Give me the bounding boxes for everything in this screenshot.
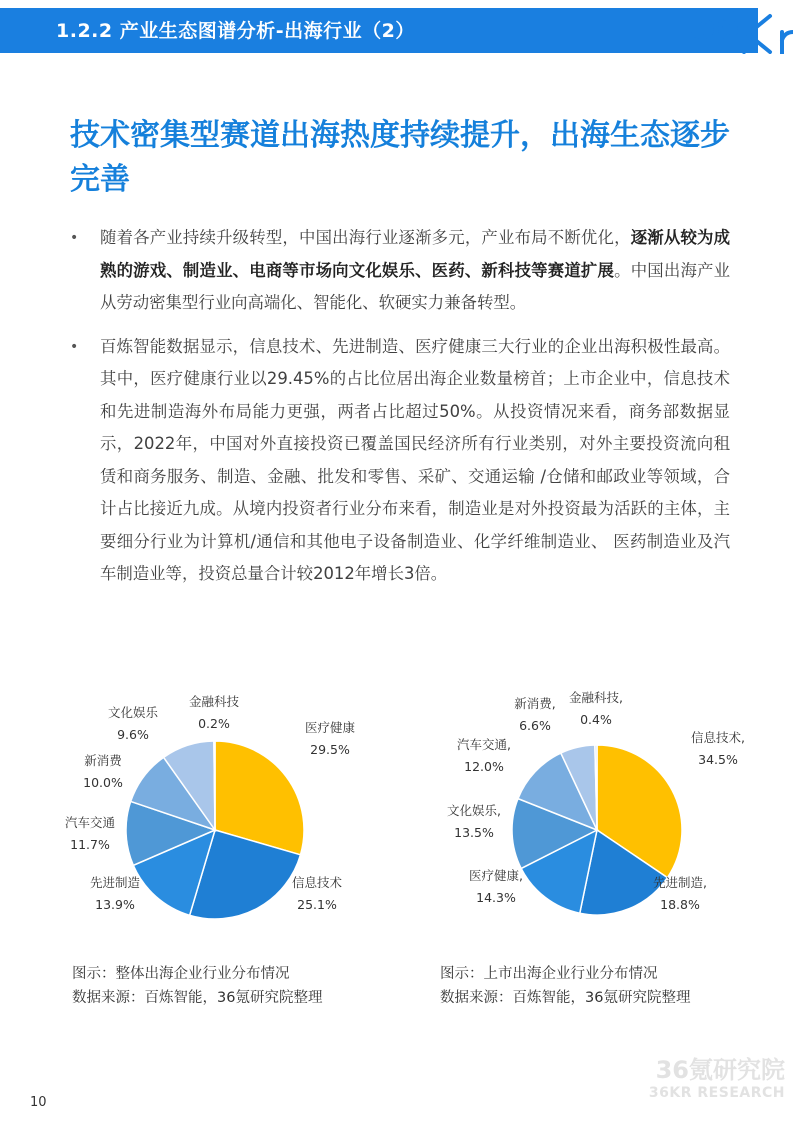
slice-value-label: 18.8%: [660, 897, 700, 912]
slice-value-label: 9.6%: [117, 727, 149, 742]
figure-caption: 图示：上市出海企业行业分布情况: [440, 966, 658, 982]
headline: 技术密集型赛道出海热度持续提升，出海生态逐步完善: [70, 118, 730, 197]
bullet-text: 。中国出海产业从劳动密集型行业向高端化、智能化、软硬实力兼备转型。: [100, 260, 731, 312]
slice-name-label: 新消费: [84, 753, 122, 768]
bullet-dot-icon: •: [70, 230, 79, 246]
page-number: 10: [30, 1095, 47, 1110]
slice-value-label: 10.0%: [83, 775, 123, 790]
bullet-text: 百炼智能数据显示，信息技术、先进制造、医疗健康三大行业的企业出海积极性最高。其中，医疗健康行业以29.45%的占比位居出海企业数量榜首；上市企业中，信息技术和先进制造海外布局能力更强，两者占比超过50%。从投资情况来看，商务部数据显示，2022年，中国对外直接投资已覆盖国民经济所有行业类别，对外主要投资流向租赁和商务服务、制造、金融、批发和零售、采矿、交通运输 /仓储和邮政业等领域，合计占比接近九成。从境内投资者行业分布来看，制造业是对外投资最为活跃的主体，主要细分行业为计算机/通信和其他电子设备制造业、化学纤维制造业、 医药制造业及汽车制造业等，投资总量合计较2012年增长3倍。: [100, 336, 730, 583]
slice-value-label: 14.3%: [476, 890, 516, 905]
slice-value-label: 34.5%: [698, 752, 738, 767]
slice-name-label: 金融科技,: [569, 690, 623, 705]
caption-listed: [440, 962, 690, 1010]
pie-chart-svg: [30, 680, 410, 950]
slice-value-label: 25.1%: [297, 897, 337, 912]
slice-value-label: 12.0%: [464, 759, 504, 774]
slice-value-label: 0.4%: [580, 712, 612, 727]
slice-name-label: 医疗健康: [304, 720, 356, 735]
slice-name-label: 新消费,: [514, 696, 556, 711]
slice-name-label: 信息技术: [291, 875, 343, 890]
slice-name-label: 医疗健康,: [469, 868, 523, 883]
figure-caption: 图示：整体出海企业行业分布情况: [72, 966, 290, 982]
bullet-dot-icon: •: [70, 338, 79, 355]
slice-name-label: 文化娱乐: [107, 705, 159, 720]
pie-chart-overall: [30, 680, 410, 950]
watermark: [635, 1055, 785, 1101]
caption-overall: [72, 962, 322, 1010]
pie-chart-svg: [400, 680, 780, 950]
slice-name-label: 先进制造: [89, 875, 141, 890]
data-source: 数据来源：百炼智能，36氪研究院整理: [440, 990, 691, 1006]
slice-value-label: 29.5%: [310, 742, 350, 757]
bullet-item: [70, 222, 730, 320]
slice-value-label: 13.9%: [95, 897, 135, 912]
slice-name-label: 汽车交通: [64, 815, 116, 830]
bullet-item: [70, 331, 730, 591]
slice-name-label: 金融科技: [188, 694, 240, 709]
slice-value-label: 6.6%: [519, 718, 551, 733]
bullet-emphasis: 逐渐从较为成熟的游戏、制造业、电商等市场向文化娱乐、医药、新科技等赛道扩展: [100, 228, 730, 280]
slice-name-label: 先进制造,: [653, 875, 707, 890]
36kr-logo: [690, 2, 793, 54]
section-title: 1.2.2 产业生态图谱分析-出海行业（2）: [56, 20, 415, 42]
slice-name-label: 信息技术,: [691, 730, 745, 745]
slice-name-label: 汽车交通,: [457, 737, 511, 752]
bullet-text: 随着各产业持续升级转型，中国出海行业逐渐多元，产业布局不断优化，: [100, 228, 631, 247]
watermark-cn: 36氪研究院: [655, 1056, 785, 1084]
slice-value-label: 0.2%: [198, 716, 230, 731]
slice-value-label: 13.5%: [454, 825, 494, 840]
bullet-list: [70, 222, 730, 602]
slice-name-label: 文化娱乐,: [447, 803, 501, 818]
slice-value-label: 11.7%: [70, 837, 110, 852]
pie-chart-listed: [400, 680, 780, 950]
watermark-en: 36KR RESEARCH: [648, 1085, 785, 1101]
data-source: 数据来源：百炼智能，36氪研究院整理: [72, 990, 323, 1006]
